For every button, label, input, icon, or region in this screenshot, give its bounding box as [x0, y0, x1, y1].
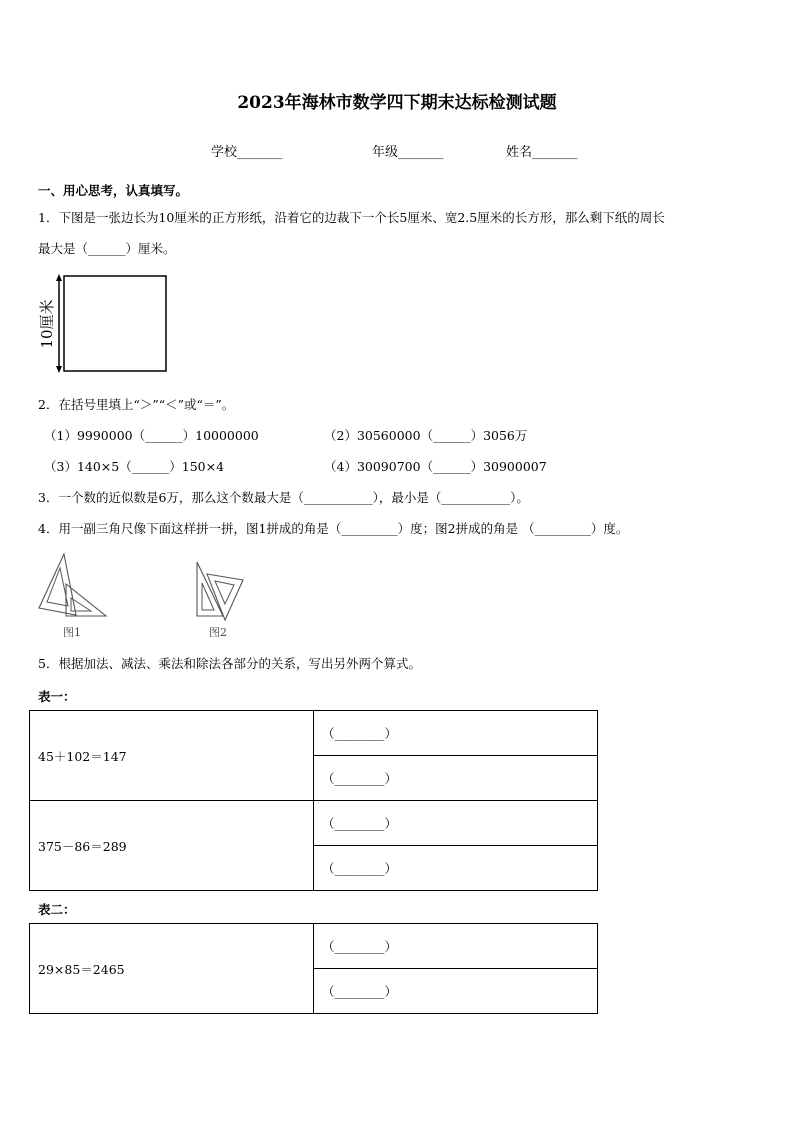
- answer-blank[interactable]: （________）: [314, 924, 598, 969]
- table-two: [29, 923, 598, 1014]
- arrow-bottom: [56, 366, 62, 373]
- square-shape: [64, 276, 166, 371]
- school-field: 学校_______: [211, 145, 283, 160]
- page-title: 2023年海林市数学四下期末达标检测试题: [237, 93, 557, 113]
- table1-label: 表一：: [38, 689, 76, 704]
- table-row: [30, 801, 598, 846]
- side-length-label: 10厘米: [38, 299, 56, 349]
- name-field: 姓名_______: [506, 145, 578, 160]
- equation-cell: 45＋102＝147: [30, 711, 314, 801]
- table2-label: 表二：: [38, 902, 76, 917]
- q2-stem: 2．在括号里填上“＞”“＜”或“＝”。: [38, 397, 235, 412]
- q2-item-3: （3）140×5（______）150×4: [44, 459, 225, 474]
- q3-text: 3．一个数的近似数是6万，那么这个数最大是（___________），最小是（___________）。: [38, 490, 529, 505]
- q1-line1: 1．下图是一张边长为10厘米的正方形纸，沿着它的边裁下一个长5厘米、宽2.5厘米的长方形，那么剩下纸的周长: [38, 210, 665, 225]
- figure-2-caption: 图2: [209, 626, 227, 639]
- section-heading: 一、用心思考，认真填写。: [38, 183, 189, 198]
- table-row: [30, 924, 598, 969]
- q5-stem: 5．根据加法、减法、乘法和除法各部分的关系，写出另外两个算式。: [38, 656, 421, 671]
- answer-blank[interactable]: （________）: [314, 801, 598, 846]
- answer-blank[interactable]: （________）: [314, 756, 598, 801]
- q2-item-2: （2）30560000（______）3056万: [324, 428, 528, 443]
- table-one: [29, 710, 598, 891]
- q2-item-4: （4）30090700（______）30900007: [324, 459, 547, 474]
- q4-stem: 4．用一副三角尺像下面这样拼一拼，图1拼成的角是（_________）度；图2拼成的角是 （_________）度。: [38, 521, 629, 536]
- equation-cell: 29×85＝2465: [30, 924, 314, 1014]
- square-paper-figure: [36, 270, 172, 378]
- grade-field: 年级_______: [372, 145, 444, 160]
- answer-blank[interactable]: （________）: [314, 969, 598, 1014]
- triangle-figure-1: [36, 550, 112, 622]
- triangle-figure-2: [193, 558, 249, 624]
- q2-item-1: （1）9990000（______）10000000: [44, 428, 259, 443]
- table-row: [30, 711, 598, 756]
- answer-blank[interactable]: （________）: [314, 711, 598, 756]
- equation-cell: 375－86＝289: [30, 801, 314, 891]
- q1-line2: 最大是（______）厘米。: [38, 241, 176, 256]
- figure-1-caption: 图1: [63, 626, 81, 639]
- answer-blank[interactable]: （________）: [314, 846, 598, 891]
- arrow-top: [56, 274, 62, 281]
